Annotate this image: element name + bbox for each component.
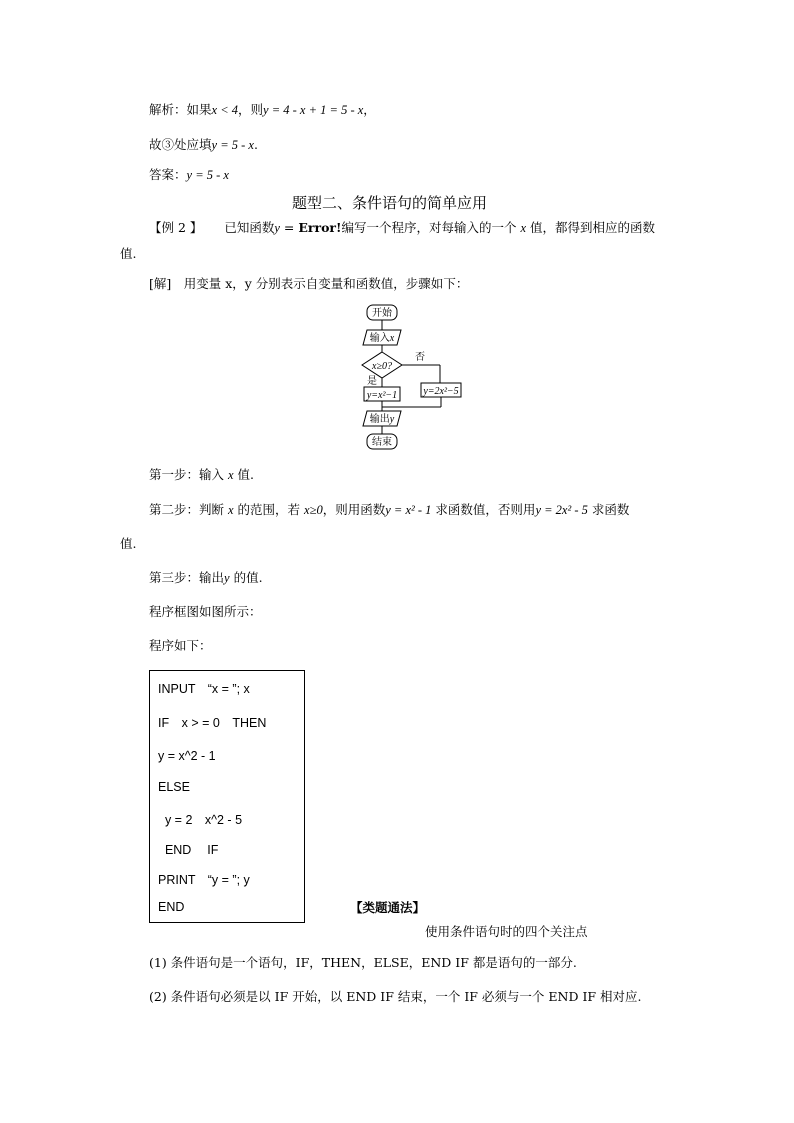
code-line: END IF [158, 843, 219, 857]
code-line: IF x > = 0 THEN [158, 716, 267, 730]
program-caption: 程序如下： [149, 638, 212, 653]
code-line: END [158, 900, 185, 914]
flowchart-output-text [370, 412, 395, 425]
analysis-cond: x < 4 [211, 103, 238, 117]
answer-label: 答案： [149, 167, 187, 182]
solution-intro: [解] 用变量 x，y 分别表示自变量和函数值，步骤如下： [149, 276, 469, 291]
flowchart-end-text: 结束 [372, 437, 392, 448]
step-2-cont: 值. [120, 536, 137, 551]
flowchart-output-var: y [389, 414, 395, 425]
flowchart [355, 303, 495, 455]
flowchart-start-text: 开始 [372, 308, 392, 319]
analysis-expr: y = 4 - x + 1 = 5 - x [263, 103, 364, 117]
class-note-point-2: (2) 条件语句必须是以 IF 开始，以 END IF 结束，一个 IF 必须与一个 END IF 相对应. [149, 989, 642, 1004]
flowchart-input-label: 输入 [369, 333, 390, 344]
so-prefix: 故③处应填 [149, 137, 212, 152]
class-note-title: 【类题通法】 [350, 900, 426, 915]
analysis-prefix: 解析：如果 [149, 102, 212, 117]
flowchart-input-var: x [389, 333, 395, 344]
example-line-2: 值. [120, 246, 137, 261]
step1-suffix: 值. [237, 467, 255, 482]
example-text2: 编写一个程序，对每输入的一个 [341, 220, 517, 235]
step-3 [149, 568, 263, 586]
flowchart-yes-expr: y=x²−1 [366, 390, 398, 401]
so-expr: y = 5 - x [211, 138, 254, 152]
answer-expr: y = 5 - x [186, 168, 229, 182]
flowchart-input-text [370, 331, 395, 344]
step1-var: x [228, 468, 234, 482]
flowchart-yes-label: 是 [367, 376, 377, 387]
step2-cond: x≥0 [304, 503, 323, 517]
step2-mid3: 求函数值，否则用 [435, 502, 536, 517]
step2-var: x [228, 503, 234, 517]
step2-prefix: 第二步：判断 [149, 502, 225, 517]
flowchart-no-label: 否 [415, 352, 425, 363]
example-error: Error! [298, 220, 342, 235]
analysis-line [149, 100, 376, 118]
step3-prefix: 第三步：输出 [149, 570, 225, 585]
code-line: PRINT “y = ”; y [158, 873, 250, 887]
class-note-subtitle: 使用条件语句时的四个关注点 [425, 924, 588, 939]
code-box [149, 670, 305, 923]
example-eq: = [279, 220, 299, 235]
step2-mid4: 求函数 [591, 502, 630, 517]
code-line: INPUT “x = ”; x [158, 682, 250, 696]
flowchart-caption: 程序框图如图所示： [149, 604, 262, 619]
class-note-point-1: (1) 条件语句是一个语句，IF，THEN，ELSE，END IF 都是语句的一部分. [149, 955, 577, 970]
example-text1: 已知函数 [224, 220, 275, 235]
step2-mid2: ，则用函数 [322, 502, 386, 517]
analysis-suffix: ， [363, 102, 376, 117]
answer-line [149, 165, 229, 183]
so-line [149, 135, 258, 153]
step2-mid1: 的范围，若 [237, 502, 301, 517]
example-label: 【例 2 】 [149, 220, 203, 235]
flowchart-output-label: 输出 [369, 414, 390, 425]
so-suffix: . [253, 137, 258, 152]
example-line-1 [149, 218, 655, 236]
step1-prefix: 第一步：输入 [149, 467, 225, 482]
step-2 [149, 500, 629, 518]
example-x: x [520, 221, 527, 235]
section-title: 题型二、条件语句的简单应用 [292, 194, 488, 212]
example-y: y [274, 221, 280, 235]
analysis-mid: ，则 [238, 102, 264, 117]
step3-suffix: 的值. [233, 570, 263, 585]
step2-f1: y = x² - 1 [385, 503, 432, 517]
flowchart-no-expr: y=2x²−5 [423, 386, 459, 397]
step3-var: y [224, 571, 230, 585]
code-line: y = 2 x^2 - 5 [158, 813, 243, 827]
step-1 [149, 465, 254, 483]
flowchart-decision-text: x≥0? [372, 361, 392, 372]
step2-f2: y = 2x² - 5 [535, 503, 588, 517]
code-line: ELSE [158, 780, 190, 794]
example-text3: 值，都得到相应的函数 [530, 220, 656, 235]
code-line: y = x^2 - 1 [158, 749, 216, 763]
